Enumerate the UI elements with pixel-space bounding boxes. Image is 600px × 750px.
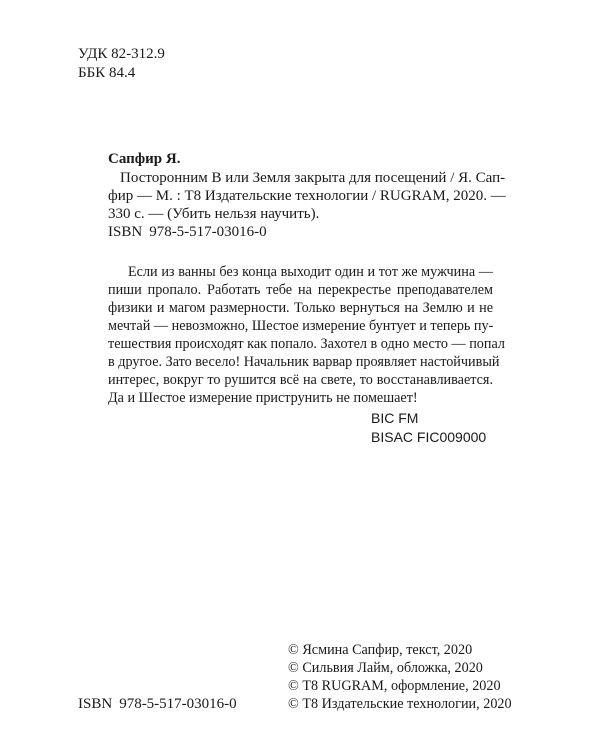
annotation-line: тешествия происходят как попало. Захотел в одно место — попал [108,336,505,352]
biblio-line: 330 с. — (Убить нельзя научить). [108,206,320,222]
copyright-line: © Т8 Издательские технологии, 2020 [288,696,512,712]
isbn-bottom [78,695,237,713]
isbn-label: ISBN [108,224,143,240]
biblio-line: Посторонним В или Земля закрыта для посещений / Я. Сап- [120,170,506,186]
bbk-code: ББК 84.4 [78,65,136,81]
copyright-line: © Т8 RUGRAM, оформление, 2020 [288,678,501,694]
copyright-line: © Ясмина Сапфир, текст, 2020 [288,642,473,658]
author-name: Сапфир Я. [108,151,181,167]
isbn-label: ISBN [78,696,113,712]
annotation-line: пиши пропало. Работать тебе на перекрестье преподавателем [108,282,493,298]
copyright-line: © Сильвия Лайм, обложка, 2020 [288,660,483,676]
isbn-top [108,223,267,241]
annotation-line: Да и Шестое измерение приструнить не помешает! [108,390,418,406]
annotation-line: интерес, вокруг то рушится всё на свете, то восстанавливается. [108,372,493,388]
annotation-line: Если из ванны без конца выходит один и тот же мужчина — [128,264,493,280]
annotation-line: физики и магом размерности. Только вернуться на Землю и не [108,300,493,316]
udk-code: УДК 82-312.9 [78,46,165,62]
bic-code: BIC FM [371,410,419,426]
isbn-number: 978-5-517-03016-0 [149,224,267,240]
bisac-code: BISAC FIC009000 [371,429,487,445]
annotation-line: мечтай — невозможно, Шестое измерение бунтует и теперь пу- [108,318,494,334]
annotation-line: в другое. Зато весело! Начальник варвар проявляет настойчивый [108,354,500,370]
isbn-number: 978-5-517-03016-0 [119,696,237,712]
biblio-line: фир — М. : Т8 Издательские технологии / RUGRAM, 2020. — [108,188,506,204]
